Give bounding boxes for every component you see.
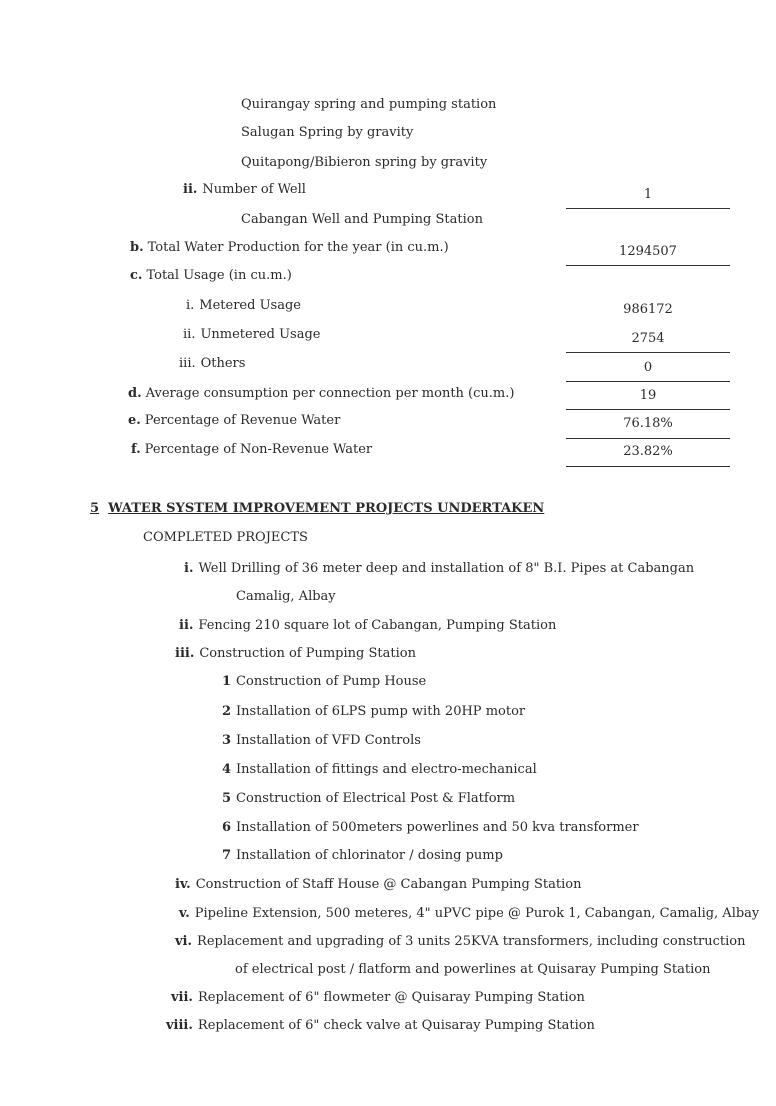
usage-label: Metered Usage	[199, 298, 301, 313]
stat-row-b	[130, 240, 449, 256]
value-underline	[566, 409, 730, 410]
task-number: 5	[222, 791, 232, 806]
task-item	[222, 762, 537, 778]
value-underline	[566, 352, 730, 353]
list-marker: b.	[130, 240, 144, 255]
project-item	[184, 561, 694, 577]
wells-row	[183, 182, 306, 198]
stat-label: Total Water Production for the year (in cu.m.)	[147, 240, 449, 255]
project-item	[175, 934, 745, 950]
wells-label: Number of Well	[202, 182, 306, 197]
project-text: Pipeline Extension, 500 meteres, 4" uPVC pipe @ Purok 1, Cabangan, Camalig, Albay	[194, 906, 760, 921]
stat-row-d	[128, 386, 514, 402]
spring-item: Quitapong/Bibieron spring by gravity	[241, 155, 488, 170]
list-marker: v.	[179, 906, 190, 921]
task-item	[222, 848, 503, 864]
stat-value-d: 19	[639, 388, 657, 403]
usage-row	[183, 327, 320, 343]
project-continuation: Camalig, Albay	[236, 589, 336, 604]
task-text: Installation of chlorinator / dosing pump	[236, 848, 503, 863]
list-marker: ii.	[179, 618, 194, 633]
task-text: Installation of 6LPS pump with 20HP motor	[236, 704, 526, 719]
stat-row-c	[130, 268, 292, 284]
task-text: Installation of 500meters powerlines and 50 kva transformer	[236, 820, 639, 835]
stat-label: Percentage of Non-Revenue Water	[144, 442, 373, 457]
spring-item: Salugan Spring by gravity	[241, 125, 414, 140]
project-text: Well Drilling of 36 meter deep and installation of 8" B.I. Pipes at Cabangan	[198, 561, 695, 576]
project-text: Construction of Pumping Station	[199, 646, 416, 661]
stat-value-b: 1294507	[619, 244, 677, 259]
list-marker: c.	[130, 268, 143, 283]
project-text: Construction of Staff House @ Cabangan Pumping Station	[195, 877, 582, 892]
project-continuation: of electrical post / flatform and powerlines at Quisaray Pumping Station	[235, 962, 711, 977]
project-item	[175, 646, 416, 662]
task-text: Installation of fittings and electro-mechanical	[236, 762, 537, 777]
subheading: COMPLETED PROJECTS	[143, 530, 308, 545]
stat-row-f	[131, 442, 372, 458]
list-marker: vii.	[171, 990, 193, 1005]
stat-row-e	[128, 413, 340, 429]
stat-label: Percentage of Revenue Water	[144, 413, 341, 428]
section-heading	[90, 501, 544, 517]
list-marker: e.	[128, 413, 141, 428]
well-item: Cabangan Well and Pumping Station	[241, 212, 483, 227]
project-item	[171, 990, 585, 1006]
value-underline	[566, 466, 730, 467]
project-text: Fencing 210 square lot of Cabangan, Pumping Station	[198, 618, 557, 633]
list-marker: ii.	[183, 182, 198, 197]
task-number: 3	[222, 733, 232, 748]
usage-value: 2754	[631, 331, 665, 346]
task-number: 7	[222, 848, 232, 863]
task-number: 4	[222, 762, 232, 777]
stat-label: Total Usage (in cu.m.)	[146, 268, 292, 283]
value-underline	[566, 265, 730, 266]
list-marker: iii.	[175, 646, 195, 661]
list-marker: viii.	[166, 1018, 193, 1033]
project-item	[179, 906, 759, 922]
task-item	[222, 674, 426, 690]
usage-value: 0	[643, 360, 653, 375]
stat-label: Average consumption per connection per month (cu.m.)	[145, 386, 515, 401]
value-underline	[566, 381, 730, 382]
project-text: Replacement of 6" flowmeter @ Quisaray Pumping Station	[197, 990, 585, 1005]
usage-label: Unmetered Usage	[200, 327, 321, 342]
list-marker: i.	[184, 561, 194, 576]
list-marker: vi.	[175, 934, 193, 949]
project-item	[179, 618, 556, 634]
list-marker: iii.	[179, 356, 196, 371]
task-item	[222, 791, 515, 807]
usage-row	[186, 298, 301, 314]
usage-row	[179, 356, 245, 372]
value-underline	[566, 438, 730, 439]
list-marker: iv.	[175, 877, 191, 892]
task-item	[222, 704, 525, 720]
usage-label: Others	[200, 356, 246, 371]
task-text: Construction of Electrical Post & Flatform	[236, 791, 516, 806]
section-number: 5	[90, 501, 100, 516]
project-text: Replacement and upgrading of 3 units 25KVA transformers, including construction	[197, 934, 746, 949]
list-marker: i.	[186, 298, 195, 313]
list-marker: ii.	[183, 327, 196, 342]
spring-item: Quirangay spring and pumping station	[241, 97, 497, 112]
usage-value: 986172	[623, 302, 673, 317]
stat-value-e: 76.18%	[623, 416, 673, 431]
stat-value-f: 23.82%	[623, 444, 673, 459]
project-item	[175, 877, 581, 893]
project-text: Replacement of 6" check valve at Quisaray Pumping Station	[197, 1018, 595, 1033]
task-number: 1	[222, 674, 232, 689]
wells-value: 1	[643, 187, 653, 202]
list-marker: f.	[131, 442, 141, 457]
task-number: 2	[222, 704, 232, 719]
project-item	[166, 1018, 595, 1034]
task-item	[222, 733, 421, 749]
task-text: Installation of VFD Controls	[236, 733, 421, 748]
task-number: 6	[222, 820, 232, 835]
task-item	[222, 820, 639, 836]
value-underline	[566, 208, 730, 209]
section-title: WATER SYSTEM IMPROVEMENT PROJECTS UNDERTAKEN	[108, 501, 545, 516]
list-marker: d.	[128, 386, 142, 401]
task-text: Construction of Pump House	[236, 674, 427, 689]
